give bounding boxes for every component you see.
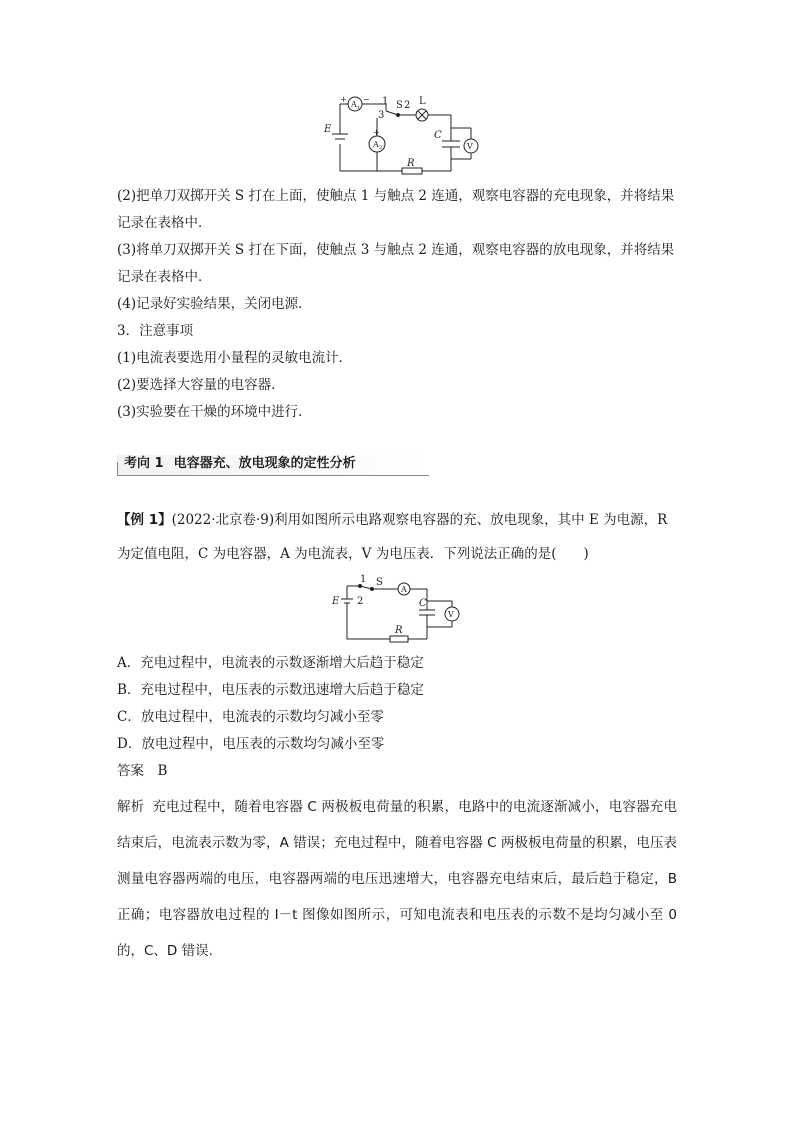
example-line-2: 为定值电阻，C 为电容器，A 为电流表，V 为电压表．下列说法正确的是( ) [117,546,589,562]
circuit1-label-l: L [419,96,426,107]
circuit2-label-r: R [395,625,403,636]
analysis-label: 解析 [117,799,145,815]
option-a: A．充电过程中，电流表的示数逐渐增大后趋于稳定 [117,655,424,671]
note-2: (2)要选择大容量的电容器． [117,377,285,393]
section-title: 电容器充、放电现象的定性分析 [173,456,356,471]
circuit-diagram-1 [318,92,490,178]
circuit1-label-a2-sub: 2 [379,145,383,151]
circuit1-label-a2: A [373,140,379,149]
section-number: 考向 1 [124,456,164,471]
circuit2-label-e: E [332,596,340,607]
circuit1-label-3: 3 [378,110,385,121]
option-c: C．放电过程中，电流表的示数均匀减小至零 [117,709,384,725]
circuit1-label-2: 2 [404,100,411,111]
circuit1-label-r: R [407,158,415,169]
step-4: (4)记录好实验结果，关闭电源． [117,296,312,312]
option-d: D．放电过程中，电压表的示数均匀减小至零 [117,736,385,752]
example-tag: 【例 1】 [117,512,172,528]
answer: 答案 B [117,763,168,779]
circuit1-label-a2-plus: + [373,128,380,137]
section-tick [117,462,118,476]
circuit1-label-s: S [396,100,403,111]
option-b: B．充电过程中，电压表的示数迅速增大后趋于稳定 [117,682,424,698]
circuit1-label-e: E [324,124,332,135]
circuit1-label-a1-sub: 1 [357,105,361,111]
example-line-1 [117,507,667,534]
circuit2-label-s: S [376,577,383,588]
step-3-line-2: 记录在表格中． [117,269,212,285]
circuit1-label-v: V [467,142,473,151]
circuit1-label-minus: − [363,95,370,104]
circuit1-label-1: 1 [382,96,389,107]
analysis [117,789,677,969]
step-3-line-1: (3)将单刀双掷开关 S 打在下面，使触点 3 与触点 2 连通，观察电容器的放电现象，并将结果 [117,242,675,258]
circuit2-label-2: 2 [357,596,364,607]
circuit1-label-a1: A [351,100,357,109]
circuit2-label-a: A [401,585,407,594]
example-stem-1: (2022·北京卷·9)利用如图所示电路观察电容器的充、放电现象，其中 E 为电源，R [171,512,668,528]
circuit1-label-c: C [434,130,442,141]
circuit-diagram-2 [328,572,468,644]
circuit1-label-plus: + [340,95,347,104]
step-2-line-1: (2)把单刀双掷开关 S 打在上面，使触点 1 与触点 2 连通，观察电容器的充电现象，并将结果 [117,188,675,204]
step-2-line-2: 记录在表格中． [117,215,212,231]
circuit2-label-v: V [448,610,454,619]
notes-heading: 3．注意事项 [117,323,194,339]
circuit2-label-c: C [419,598,427,609]
note-3: (3)实验要在干燥的环境中进行． [117,404,312,420]
analysis-text: 充电过程中，随着电容器 C 两极板电荷量的积累，电路中的电流逐渐减小，电容器充电结束后，电流表示数为零，A 错误；充电过程中，随着电容器 C 两极板电荷量的积累，电压表测量电容器两端的电压，电容器两端的电压迅速增大，电容器充电结束后，最后趋于稳定，B 正确；电容器放电过程的 I－t 图像如图所示，可知电流表和电压表的示数不是均匀减小至 0 的，C、D 错误. [117,799,677,959]
circuit2-label-1: 1 [360,574,367,585]
note-1: (1)电流表要选用小量程的灵敏电流计． [117,350,353,366]
section-heading [124,455,366,473]
